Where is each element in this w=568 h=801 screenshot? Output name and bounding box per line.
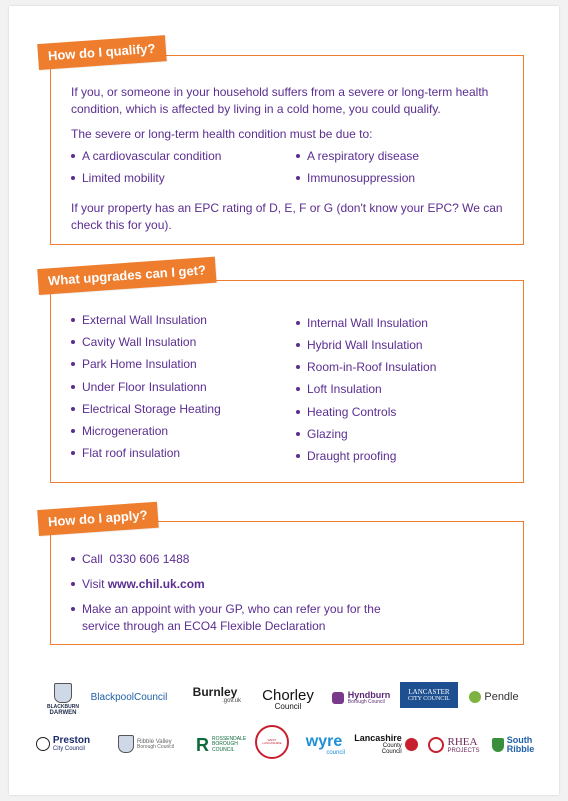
rhea-mark-icon	[428, 737, 444, 753]
upgrade-item: Glazing	[296, 426, 348, 443]
qualify-para-1: If you, or someone in your household suffers from a severe or long-term health condition, which is affected by living in a cold home, you could qualify.	[71, 85, 489, 116]
condition-item: Immunosuppression	[296, 170, 415, 187]
upgrade-item: Heating Controls	[296, 404, 396, 421]
call-item: Call 0330 606 1488	[71, 551, 189, 568]
upgrade-item: Internal Wall Insulation	[296, 315, 428, 332]
upgrade-item: Park Home Insulation	[71, 356, 197, 373]
shield-icon	[492, 738, 504, 752]
upgrade-item: External Wall Insulation	[71, 312, 207, 329]
lancaster-logo: LANCASTER CITY COUNCIL	[400, 682, 458, 708]
gp-item-continued: service through an ECO4 Flexible Declaration	[82, 619, 326, 633]
crest-icon	[118, 735, 134, 753]
upgrade-item: Electrical Storage Heating	[71, 401, 221, 418]
upgrade-item: Draught proofing	[296, 448, 396, 465]
hyndburn-mark-icon	[332, 692, 344, 704]
lancashire-logo: Lancashire County Council	[353, 728, 419, 760]
south-ribble-logo: South Ribble	[485, 732, 541, 758]
phone-number[interactable]: 0330 606 1488	[109, 552, 190, 566]
burnley-logo: Burnley .gov.uk	[192, 685, 241, 704]
upgrades-heading: What upgrades can I get?	[37, 257, 217, 295]
upgrade-item: Under Floor Insulationn	[71, 379, 207, 396]
upgrade-item: Flat roof insulation	[71, 445, 180, 462]
apply-box	[50, 521, 524, 645]
seal-icon: WEST LANCASHIRE	[255, 725, 289, 759]
website-link[interactable]: www.chil.uk.com	[107, 577, 205, 591]
condition-item: A respiratory disease	[296, 148, 419, 165]
rhea-projects-logo: RHEA PROJECTS	[423, 732, 485, 758]
lamb-icon	[36, 737, 50, 751]
rossendale-logo: R ROSSENDALE BOROUGH COUNCIL	[196, 735, 247, 755]
blackpool-logo: BlackpoolCouncil	[90, 692, 168, 703]
red-rose-icon	[405, 738, 418, 751]
wyre-logo: wyre council	[305, 733, 345, 756]
pendle-logo: Pendle	[465, 686, 523, 708]
qualify-para-2: The severe or long-term health condition must be due to:	[71, 127, 373, 141]
upgrade-item: Cavity Wall Insulation	[71, 334, 196, 351]
preston-logo: Preston City Council	[33, 732, 93, 756]
upgrade-item: Room-in-Roof Insulation	[296, 359, 436, 376]
upgrades-box	[50, 280, 524, 483]
qualify-heading: How do I qualify?	[37, 35, 166, 70]
rossendale-mark-icon: R	[196, 735, 209, 755]
blackburn-darwen-logo: BLACKBURN DARWEN	[41, 676, 85, 722]
upgrade-item: Loft Insulation	[296, 381, 382, 398]
condition-item: A cardiovascular condition	[71, 148, 221, 165]
document-page	[9, 6, 559, 795]
chorley-logo: Chorley Council	[262, 686, 314, 711]
council-logos	[9, 674, 559, 766]
condition-item: Limited mobility	[71, 170, 165, 187]
hyndburn-logo: Hyndburn Borough Council	[327, 686, 395, 710]
apply-heading: How do I apply?	[37, 502, 158, 536]
gp-item: Make an appoint with your GP, who can refer you for the	[71, 601, 381, 618]
upgrade-item: Microgeneration	[71, 423, 168, 440]
crest-icon	[54, 683, 72, 703]
qualify-box	[50, 55, 524, 245]
ribble-valley-logo: Ribble Valley Borough Council	[110, 732, 182, 756]
visit-item: Visit www.chil.uk.com	[71, 576, 205, 593]
upgrade-item: Hybrid Wall Insulation	[296, 337, 423, 354]
qualify-para-3: If your property has an EPC rating of D, E, F or G (don't know your EPC? We can check this for you).	[71, 201, 503, 232]
west-lancashire-logo	[254, 724, 290, 760]
pendle-mark-icon	[469, 691, 481, 703]
